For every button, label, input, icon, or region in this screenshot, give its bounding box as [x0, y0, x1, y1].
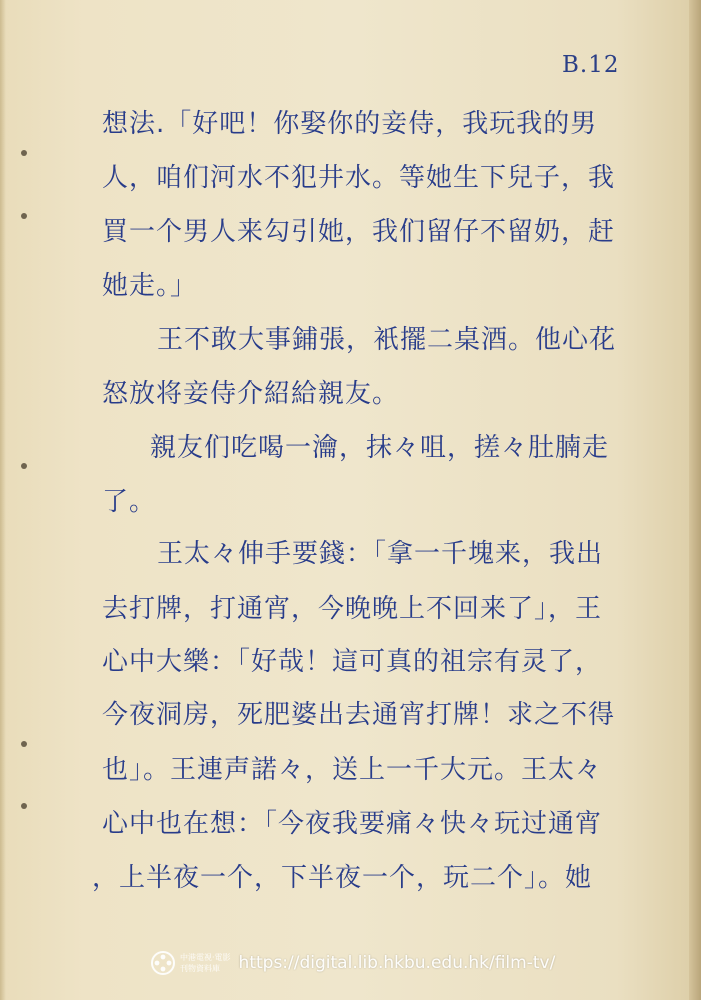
text-line: 也」。王連声諾々，送上一千大元。王太々: [102, 755, 603, 785]
page-number: B.12: [562, 52, 620, 78]
text-line: 王太々伸手要錢：「拿一千塊来，我出: [157, 539, 604, 569]
film-reel-logo-icon: [150, 950, 176, 976]
text-line: 想法.「好吧！你娶你的妾侍，我玩我的男: [102, 109, 598, 139]
text-line: 心中也在想：「今夜我要痛々快々玩过通宵: [102, 809, 603, 839]
watermark-url: https://digital.lib.hkbu.edu.hk/film-tv/: [238, 953, 556, 973]
text-line: 去打牌，打通宵，今晚晚上不回来了」，王: [102, 594, 603, 624]
text-line: 怒放将妾侍介紹給親友。: [102, 379, 400, 409]
text-line: 心中大樂：「好哉！這可真的祖宗有灵了，: [102, 647, 603, 677]
binding-hole: [21, 741, 27, 747]
watermark: [150, 946, 555, 980]
text-line: 她走。」: [102, 271, 198, 301]
binding-hole: [21, 213, 27, 219]
text-line: 了。: [102, 487, 157, 517]
watermark-org: [180, 952, 231, 974]
page-right-edge: [689, 0, 701, 1000]
text-line: ，上半夜一个，下半夜一个，玩二个」。她: [92, 863, 593, 893]
binding-hole: [21, 463, 27, 469]
binding-hole: [21, 150, 27, 156]
text-line: 王不敢大事鋪張，衹擺二桌酒。他心花: [157, 325, 617, 355]
text-line: 買一个男人来勾引她，我们留仔不留奶，赶: [102, 217, 616, 247]
text-line: 今夜洞房，死肥婆出去通宵打牌！求之不得: [102, 700, 616, 730]
binding-hole: [21, 803, 27, 809]
watermark-org-line1: 中港電視·電影: [180, 953, 231, 962]
text-line: 親友们吃喝一瀹，抹々咀，搓々肚腩走: [150, 433, 610, 463]
watermark-org-line2: 刊物資料庫: [180, 964, 220, 973]
text-line: 人，咱们河水不犯井水。等她生下兒子，我: [102, 163, 616, 193]
page-left-edge: [0, 0, 6, 1000]
